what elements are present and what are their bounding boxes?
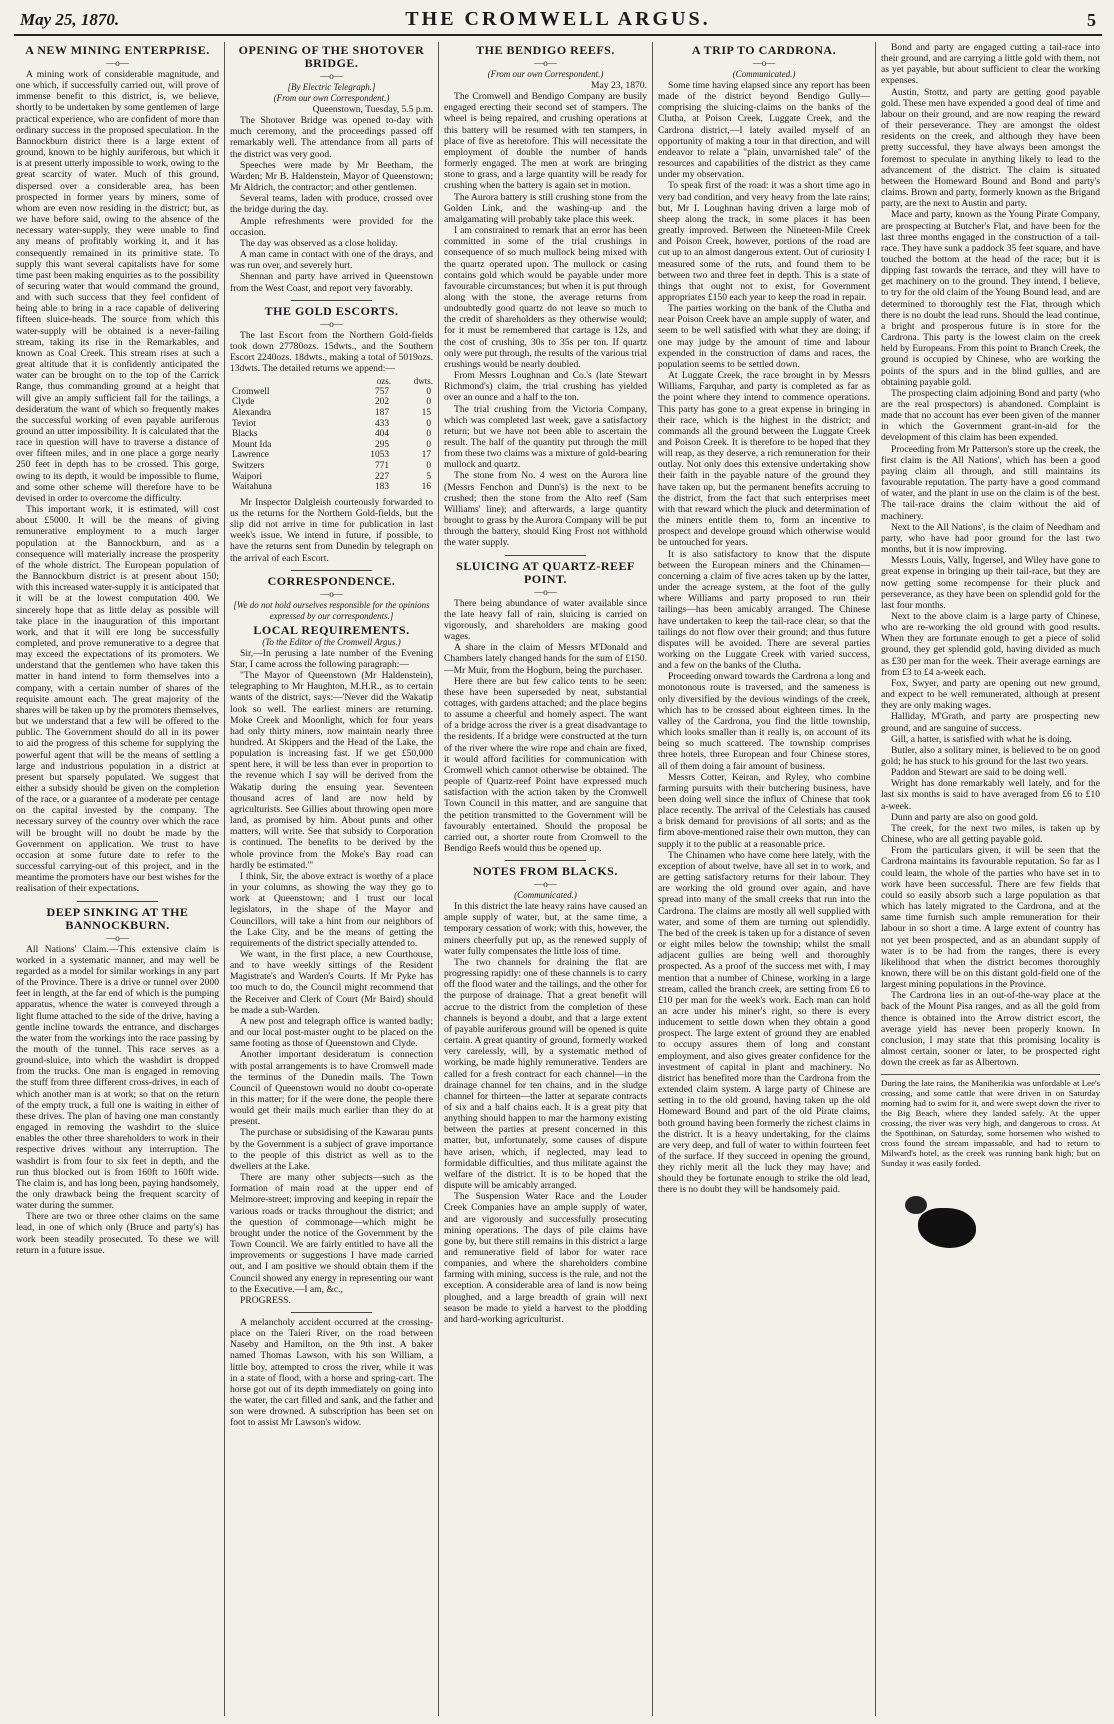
article-separator: [77, 901, 158, 902]
column-rule: [438, 42, 439, 1716]
table-cell: 187: [374, 408, 389, 419]
article-paragraph: The creek, for the next two miles, is taken up by Chinese, who are all getting payable gold.: [881, 822, 1100, 846]
article-paragraph: PROGRESS.: [240, 1294, 291, 1306]
table-row: [230, 440, 433, 451]
table-row: [230, 397, 433, 408]
column-4: [658, 42, 870, 1716]
article-paragraph: Bond and party are engaged cutting a tail-race into their ground, and are carrying a little gold with them, not as yet payable, but about sufficient to clear the working expenses.: [881, 42, 1100, 87]
heading-dash: —o—: [106, 58, 129, 68]
article-paragraph: The trial crushing from the Victoria Company, which was completed last week, gave a satisfactory return; but we have not been able to ascertain the result. The half of the quantity put through the mill from these two claims was a mixture of gold-bearing mullock and quartz.: [444, 403, 647, 471]
article-paragraph: To speak first of the road: it was a short time ago in very bad condition, and very heavy from the late rains; but, Mr I. Loughnan having driven a large mob of sheep along the track, in some places it has been greatly improved. Between the Nineteen-Mile Creek and Poison Creek, however, portions of the road are cut up to an almost dangerous extent. Out of curiosity I measured some of the ruts, and found them to be between two and three feet in depth. This is a state of things that ought not to exist, for Government appropriates £150 each year to keep the road in repair.: [658, 180, 870, 303]
article-paragraph: From the particulars given, it will be seen that the Cardrona maintains its favourable reputation. So far as I could learn, the whole of the parties who have set in to work have been successful. There are few fields that could so easily absorb such a large population as that which has lately migrated to the Cardrona, and at the same time furnish such ample remuneration for their labour in so short a time. A large extent of country has not yet been prospected, and as an abundant supply of water is to be had from the ranges, there is every likelihood that when the district becomes thoroughly known, there will be on this distant gold-field one of the largest mining populations in the Province.: [881, 845, 1100, 991]
heading-dash: —o—: [534, 586, 557, 597]
article-paragraph: Butler, also a solitary miner, is believed to be on good gold; he has stuck to his ground for the last two years.: [881, 744, 1100, 767]
article-paragraph: Paddon and Stewart are said to be doing well.: [891, 767, 1067, 779]
article-byline: (Communicated.): [514, 890, 577, 901]
table-cell: Teviot: [232, 418, 256, 429]
article-paragraph: Mace and party, known as the Young Pirate Company, are prospecting at Butcher's Flat, and have been for the last three months engaged in the construction of a tail-race. They have sunk a paddock 35 feet square, and have touched the bottom at the head of the race; but it is dipping fast towards the terrace, and they will have to get machinery on to the ground. They intend, I believe, to try for the old claim of the Young Bound lead, and are determined to thoroughly test the Flat, through which there is no doubt the lead runs. Should the lead continue, a bright and prosperous future is in store for the Cardrona. This party is the lowest claim on the creek held by Europeans. From this point to Branch Creek, the ground is occupied by Chinese, who are working the points of the spurs and in the blind gullies, and are obtaining payable gold.: [881, 209, 1100, 388]
article-heading: THE GOLD ESCORTS.: [264, 303, 399, 318]
table-row: [230, 461, 433, 472]
table-row: [230, 472, 433, 483]
column-rule: [224, 42, 225, 1716]
heading-dash: —o—: [752, 58, 776, 68]
escort-returns-table: [230, 376, 433, 493]
article-paragraph: I think, Sir, the above extract is worthy of a place in your columns, as showing the way they go to work at Queenstown; and I trust our local legislators, in the shape of the Mayor and Councillors, will take a hint from our neighbors of the Lake City, and be the means of getting the requirements of the district specially attended to.: [230, 870, 433, 949]
article-paragraph: The Shotover Bridge was opened to-day with much ceremony, and the proceedings passed off remarkably well. The attendance from all parts of the district was very good.: [230, 115, 433, 160]
article-byline: (Communicated.): [732, 69, 796, 79]
letter-addressee: (To the Editor of the Cromwell Argus.): [262, 636, 401, 647]
table-cell: 183: [374, 482, 389, 493]
article-paragraph: Next to the All Nations', is the claim of Needham and party, who have had poor ground for the last two months, but it is now improving.: [881, 521, 1100, 556]
article-heading: SLUICING AT QUARTZ-REEF POINT.: [456, 558, 635, 586]
table-row: [230, 429, 433, 440]
article-paragraph: The purchase or subsidising of the Kawarau punts by the Government is a subject of grave importance to the people of this district as well as to the dwellers at the Lake.: [230, 1127, 433, 1172]
article-paragraph: In this district the late heavy rains have caused an ample supply of water, but, at the same time, a temporary cessation of work; with this, however, the miners cheerfully put up, as the renewed supply of water fully compensates the little loss of time.: [444, 901, 647, 957]
heading-dash: —o—: [320, 588, 343, 599]
table-header-cell: ozs.: [376, 376, 391, 387]
article-paragraph: Several teams, laden with produce, crossed over the bridge during the day.: [230, 193, 433, 216]
correspondence-disclaimer: [We do not hold ourselves responsible for the opinions expressed by our correspondents.]: [233, 599, 430, 621]
article-paragraph: The last Escort from the Northern Gold-fields took down 27780ozs. 15dwts., and the Southern Escort 2240ozs. 18dwts., making a total of 5019ozs. 13dwts. The detailed returns we append:—: [230, 329, 433, 375]
table-cell: 771: [374, 461, 389, 472]
article-paragraph: Speeches were made by Mr Beetham, the Warden; Mr B. Haldenstein, Mayor of Queenstown; Mr Aldrich, the contractor; and other gentlemen.: [230, 159, 433, 194]
table-row: [230, 419, 433, 430]
article-separator: [291, 570, 372, 571]
table-cell: Lawrence: [232, 450, 269, 461]
article-separator: [505, 555, 586, 556]
column-3: [444, 42, 647, 1716]
table-cell: 15: [421, 408, 431, 419]
newspaper-page: [14, 8, 1102, 1716]
table-cell: 0: [426, 429, 431, 440]
heading-dash: —o—: [534, 879, 557, 890]
ink-blot: [905, 1196, 927, 1214]
column-rule: [875, 42, 876, 1716]
article-separator: [291, 1312, 372, 1313]
table-header-cell: dwts.: [413, 376, 433, 387]
article-separator: [291, 300, 372, 301]
article-paragraph: Mr Inspector Dalgleish courteously forwarded to us the returns for the Northern Gold-fields, but the slip did not arrive in time for publication in last week's issue. We intend in future, if possible, to have the returns sent from Dunedin by telegraph on the arrival of each Escort.: [230, 496, 433, 564]
table-cell: 0: [426, 461, 431, 472]
table-cell: 757: [374, 386, 389, 397]
article-paragraph: A share in the claim of Messrs M'Donald and Chambers lately changed hands for the sum of £150.—Mr Muir, from the Hogburn, being the purchaser.: [444, 642, 647, 676]
article-paragraph: Austin, Stottz, and party are getting good payable gold. These men have expended a good deal of time and labour on their ground, and are now reaping the reward of their perseverance. They are amongst the oldest residents on the creek, and although they have been pretty successful, they have always been amongst the foremost to speculate in anything likely to lead to the advancement of the district. The claim is situated between the Homeward Bound and Bond and party's claims. Brown and party, formerly known as the Brigand party, are the next to Austin and party.: [881, 86, 1100, 210]
table-row: [230, 450, 433, 461]
article-paragraph: Halliday, M'Grath, and party are prospecting new ground, and are sanguine of success.: [881, 711, 1100, 734]
article-paragraph: Ample refreshments were provided for the occasion.: [230, 215, 433, 238]
column-1: [16, 42, 219, 1716]
article-paragraph: A melancholy accident occurred at the crossing-place on the Taieri River, on the road between Naseby and Hamilton, on the 9th inst. A baker named Thomas Lawson, with his son William, a little boy, attempted to cross the river, while it was in a state of flood, with a horse and spring-cart. The horse got out of its depth immediately on going into the water, the cart filled and sank, and the father and son were drowned. A subscription has been set on foot to assist Mr Lawson's widow.: [230, 1316, 433, 1429]
article-heading: CORRESPONDENCE.: [267, 573, 396, 588]
table-cell: 0: [426, 397, 431, 408]
article-heading: A TRIP TO CARDRONA.: [691, 43, 837, 57]
article-paragraph: There being abundance of water available since the late heavy fall of rain, sluicing is carried on vigorously, and shareholders are making good wages.: [444, 597, 647, 643]
table-cell: Waipori: [232, 471, 262, 482]
article-paragraph: Proceeding onward towards the Cardrona a long and monotonous route is traversed, and the sameness is only diversified by the devious windings of the creek, which has to be crossed about eighteen times. In the valley of the Cardrona, you find the little township, which looks smaller than it really is, on account of its being so much scattered. The township comprises three hotels, three European and four Chinese stores, all of them doing a fair amount of business.: [658, 671, 870, 772]
article-heading: OPENING OF THE SHOTOVER BRIDGE.: [238, 43, 425, 70]
footnote-paragraph: During the late rains, the Maniherikia was unfordable at Lee's crossing, and some cattle that were driven in on Saturday morning had to swim for it, and were swept down the river to the Big Beach, where they landed safely. At the upper crossing, the river was very high, and dangerous to cross. At the Spotthinan, on Saturday, some horsemen who wished to cross found the stream impassable, and had to return to Milward's hotel, as the creek was running bank high; but on Sunday it was easily forded.: [881, 1074, 1100, 1168]
table-header-cell: [230, 376, 349, 387]
table-cell: Waitahuna: [232, 482, 272, 493]
article-paragraph: The parties working on the bank of the Clutha and near Poison Creek have an ample supply of water, and seem to be well satisfied with what they are doing; if one may judge by the amount of time and labour expended in the construction of dams and races, the population seems to be settled down.: [658, 303, 870, 370]
article-paragraph: Messrs Cotter, Keiran, and Ryley, who combine farming pursuits with their butchering business, have been doing well since the influx of Chinese that took place recently. The arrival of the Celestials has caused a brisk demand for provisions of all sorts; and as the firm above-mentioned raise their own mutton, they can supply it to the public at a reasonable price.: [658, 771, 870, 850]
table-header-row: [230, 376, 433, 387]
table-cell: 433: [374, 418, 389, 429]
article-paragraph: I am constrained to remark that an error has been committed in some of the trial crushings in consequence of so much mullock being mixed with the quartz operated upon. The mullock or casing contains gold which would be payable under more favourable circumstances; but when it is put through along with the stone, the average returns from undoubtedly good quartz do not leave so much to the credit of shareholders as they otherwise would; for it must be remembered that cartage is 12s, and the cost of crushing, 30s to 35s per ton. If quartz only were put through, the results of the various trial crushings would be nearly doubled.: [444, 225, 647, 370]
paper-title: THE CROMWELL ARGUS.: [405, 8, 711, 30]
article-byline: (From our own Correspondent.): [273, 93, 390, 103]
table-row: [230, 482, 433, 493]
article-paragraph: Shennan and party have arrived in Queenstown from the West Coast, and report very favorably.: [230, 271, 433, 294]
table-cell: Alexandra: [232, 408, 272, 419]
issue-date: May 25, 1870.: [20, 10, 120, 29]
article-dateline: May 23, 1870.: [591, 80, 647, 91]
column-2: [230, 42, 433, 1716]
article-heading: NOTES FROM BLACKS.: [473, 864, 618, 879]
article-paragraph: Proceeding from Mr Patterson's store up the creek, the first claim is the All Nations', which has been a good paying claim all through, and still maintains its favourable reputation. The party have a good command of water, and the plant in use on the claim is of the best. The tail-race drains the claim without the aid of machinery.: [881, 443, 1100, 522]
article-paragraph: Messrs Louis, Vally, Ingersel, and Wiley have gone to great expense in bringing up their tail-race, but they are now getting some recompense for their pluck and perseverance, as they have been on splendid gold for the last four months.: [881, 555, 1100, 611]
table-cell: 0: [426, 386, 431, 397]
article-paragraph: Next to the above claim is a large party of Chinese, who are re-working the old ground with good results. When they are fortunate enough to get a piece of solid ground, they get splendid gold, having divided as much as £30 per man for the week. Their average earnings are from £3 to £4 a-week each.: [881, 610, 1100, 678]
article-heading: THE BENDIGO REEFS.: [476, 43, 615, 57]
masthead: [14, 8, 1102, 36]
heading-dash: —o—: [320, 318, 343, 329]
table-cell: 404: [374, 429, 389, 440]
table-row: [230, 408, 433, 419]
columns: [14, 42, 1102, 1716]
article-paragraph: Sir,—In perusing a late number of the Evening Star, I came across the following paragraph:—: [230, 647, 433, 670]
page-number: 5: [1087, 10, 1096, 30]
article-paragraph: The prospecting claim adjoining Bond and party (who are the real prospectors) is abandoned. Complaint is made that no account has ever been given of the manner in which the Government grant-in-aid for the development of this claim has been expended.: [881, 387, 1100, 444]
table-cell: 16: [421, 482, 431, 493]
article-paragraph: Dunn and party are also on good gold.: [891, 811, 1039, 823]
table-row: [230, 387, 433, 398]
article-paragraph: There are two or three other claims on the same lead, in one of which only (Bruce and party's) has work been steadily prosecuted. To these we will return in a future issue.: [16, 1211, 219, 1256]
article-paragraph: All Nations' Claim.—This extensive claim is worked in a systematic manner, and may well be regarded as a model for similar workings in any part of the Province. There is a drive or tunnel over 2000 feet in length, at the far end of which is the pumping apparatus, whence the water is conveyed through a light flume attached to the side of the drive, having a gentle incline towards the entrance, and discharges the water from the workings into the race passing by the mouth of the tunnel. This race serves as a ground-sluice, into which the washdirt is dropped from the trucks. One man is engaged in removing the stuff from three different cross-drives, in each of which another man is at work; so that on the return of the empty truck, a full one is waiting in either of these drives. The plan of having one man constantly engaged in removing the washdirt to the sluice enables the other three shareholders to work in their respective drives without any interruption. The washdirt is from four to six feet in depth, and the run thus blocked out is from 160ft to 160ft wide. The claim is, and has long been, paying handsomely, the only drawback being the frequent scarcity of water during the summer.: [16, 943, 219, 1212]
article-heading: A NEW MINING ENTERPRISE.: [25, 43, 210, 57]
heading-dash: —o—: [534, 58, 557, 68]
table-cell: 295: [374, 439, 389, 450]
table-cell: 227: [374, 471, 389, 482]
article-paragraph: Some time having elapsed since any report has been made of the district beyond Bendigo Gully—comprising the sluicing-claims on the banks of the Clutha, at Poison Creek, Luggate Creek, and the Cardrona district,—I lately availed myself of an opportunity of making a tour in that direction, and will endeavor to relate a "plain, unvarnished tale" of the resources and capabilities of the district as they came under my observation.: [658, 80, 870, 181]
article-paragraph: The Suspension Water Race and the Louder Creek Companies have an ample supply of water, and are vigorously and successfully prosecuting mining operations. The days of pile claims have gone by, but there still remains in this district a large and remunerative field of labor for water race companies, and where the shareholders combine farming with mining, success is the rule, and not the exception. A considerable area of land is now being ploughed, and a large breadth of grain will next season be made to yield a harvest to the plodding and hard-working agriculturist.: [444, 1191, 647, 1325]
article-paragraph: From Messrs Loughnan and Co.'s (late Stewart Richmond's) claim, the trial crushing has yielded over an ounce and a half to the ton.: [444, 370, 647, 404]
article-paragraph: The Aurora battery is still crushing stone from the Golden Link, and the washing-up and the amalgamating will probably take place this week.: [444, 191, 647, 225]
article-paragraph: Fox, Swyer, and party are opening out new ground, and expect to be well remunerated, although at present they are only making wages.: [881, 677, 1100, 712]
article-paragraph: The stone from No. 4 west on the Aurora line (Messrs Fenchon and Dunn's) is the next to be crushed; then the stone from the Alto reef (Sam Williams' line); and afterwards, a large quantity brought to grass by the Aurora Company will be put through the battery, should King Frost not withhold the water supply.: [444, 470, 647, 549]
table-cell: 17: [421, 450, 431, 461]
article-paragraph: A man came in contact with one of the drays, and was run over, and severely hurt.: [230, 249, 433, 272]
article-paragraph: The Cromwell and Bendigo Company are busily engaged erecting their second set of stampers. The wheel is being repaired, and crushing operations at this battery will be resumed with ten stampers, in place of five as heretofore. This will necessitate the employment of double the number of hands formerly engaged. The men at work are bringing stone to grass, and a large quantity will be ready for crushing when the battery is again set in motion.: [444, 91, 647, 192]
article-separator: [505, 860, 586, 861]
heading-dash: —o—: [106, 932, 129, 943]
table-cell: 202: [374, 397, 389, 408]
article-paragraph: Another important desideratum is connection with postal arrangements is to have Cromwell made the terminus of the Dunedin mails. The Town Council of Queenstown would no doubt co-operate in this matter; for if the were done, the people there would get their mails much earlier than they do at present.: [230, 1049, 433, 1128]
article-paragraph: A new post and telegraph office is wanted badly; and our local post-master ought to be placed on the same footing as those of Queenstown and Clyde.: [230, 1015, 433, 1050]
article-paragraph: The Cardrona lies in an out-of-the-way place at the back of the Mount Pisa ranges, and as all the gold from thence is obtained into the Arrow district escort, the average yield has never been properly known. In conclusion, I may state that this promising locality is almost certain, sooner or later, to be prospected right down the creek as far as Albertown.: [881, 990, 1100, 1069]
column-rule: [652, 42, 653, 1716]
letter-title: LOCAL REQUIREMENTS.: [253, 622, 410, 637]
article-paragraph: A mining work of considerable magnitude, and one which, if successfully carried out, will prove of immense benefit to this district, is, we believe, shortly to be undertaken by some gentlemen of large practical experience, who are confident of more than ordinary success in the proposed speculation. In the Bannockburn district there is a large extent of ground, known to be highly auriferous, but which it is at present utterly impossible to work, owing to the great scarcity of water. Much of this ground, dispersed over a considerable area, has been prospected in former years by miners, some of whom are even now residing in the district; but, as we have before said, owing to the absence of the necessary water-supply, they were unable to find any means of profitably working it, and it has consequently remained in its primitive state. To supply this want several capitalists have for some time past been making enquiries as to the possibility of securing water that would command the ground, and with such success that they feel confident of being able to bring in a race capable of delivering fifteen sluice-heads. The source from which this water-supply will be obtained is a never-failing stream, taking its rise in the Remarkables, and known as Coal Creek. This stream rises at such a great altitude that it is confidently anticipated the water can be brought on to the top of the Carrick Range, thus commanding ground at a height that will give an amply sufficient fall for the tailings, a desideratum the want of which so frequently makes the successful working of even payable auriferous ground an utter impossibility. It is calculated that the race in question will have to traverse a distance of over fifteen miles, and in one place a gorge nearly 250 feet in depth has to be crossed. This gorge, owing to its depth, it would be impossible to flume, and some other scheme will therefore have to be devised in order to overcome the difficulty.: [16, 69, 219, 504]
article-paragraph: The Chinamen who have come here lately, with the exception of about twelve, have all set in to work, and are getting satisfactory returns for their labour. They are working the old ground over again, and have spread into many of the small creeks that run into the Cardrona. The claims are mostly all well supplied with water, and some of them are turning out splendidly. The bed of the creek is taken up for a distance of seven or eight miles below the township; whilst the small adjacent gullies are being well and thoroughly prospected. As a proof of the success met with, I may mention that a number of Chinese, working in a large stream, called the branch creek, are setting from £6 to £10 per man for the week's work. Each man can hold an acre under his miner's right, so there is every inducement to settle down when they obtain a good prospect. The large extent of ground they are enabled to occupy assures them of long and constant employment, and also gives greater confidence for the investment of capital in plant and machinery. No district has benefited more than the Cardrona from the extended claim system. A large party of Chinese are setting in to the old ground, having taken up the old Homeward Bound and part of the old Pirate claims, both ground having been formerly the richest claims in the district. It is a heavy undertaking, for the claims are very deep, and full of water to within fourteen feet of the surface. If they succeed in opening the ground, they richly merit all the luck they may have; and should they be fortunate enough to strike the old lead, there is no doubt they will be handsomely paid.: [658, 849, 870, 1196]
table-cell: 0: [426, 418, 431, 429]
table-cell: Blacks: [232, 429, 258, 440]
article-subhead: [By Electric Telegraph.]: [287, 82, 376, 92]
article-paragraph: "The Mayor of Queenstown (Mr Haldenstein), telegraphing to Mr Haughton, M.H.R., as to certain wants of the district, says:—'Never did the Wakatip look so well. The earliest miners are returning. Moke Creek and Moonlight, which for four years had only thirty miners, now maintain nearly three hundred. At Skippers and the Head of the Lake, the population is increasing fast. If we get £50,000 spent here, it will be less than ever in proportion to the revenue which I say will be derived from the Wakatip during the ensuing year. Seventeen thousand acres of land are now held by agriculturists. See Gillies about throwing open more land, as promised by him. About punts and other matters, will write. See that subsidy to Corporation is continued. The benefits to be derived by the whole province from the Moke's Bay road can hardly be estimated.'": [230, 670, 433, 871]
article-paragraph: Gill, a hatter, is satisfied with what he is doing.: [891, 733, 1072, 745]
table-cell: 1053: [370, 450, 389, 461]
article-paragraph: It is also satisfactory to know that the dispute between the European miners and the Chinamen—concerning a claim of five acres taken up by the latter, under the acreage system, at the foot of the gully where Williams and party proposed to run their tailings—has been amicably arranged. The Chinese have undertaken to keep the tail-race clear, so that the tailings do not flow over their ground; and thus future disputes will be avoided. There are several parties working on the Luggate Creek with varied success, and a few on the banks of the Clutha.: [658, 548, 870, 672]
article-paragraph: At Luggate Creek, the race brought in by Messrs Williams, Farquhar, and party is completed as far as the point where they intend to commence operations. This party has gone to a great expense in bringing in their race, which is the highest in the district; and commands all the ground between the Luggate Creek and Poison Creek. It is therefore to be hoped that they will reap, as they deserve, a rich remuneration for their outlay. Not only does this extensive undertaking show their faith in the payable nature of the ground they have taken up, but the permanent benefits accruing to the district, from the fact that such enterprises meet with that reward which the pluck and determination of the miners entitle them to, form an incentive to prospect and develope ground which otherwise would be untouched for years.: [658, 370, 870, 549]
article-paragraph: Wright has done remarkably well lately, and for the last six months is said to have averaged from £6 to £10 a-week.: [881, 778, 1100, 812]
table-cell: Switzers: [232, 461, 265, 472]
article-paragraph: We want, in the first place, a new Courthouse, and to have weekly sittings of the Resident Magistrate's and Warden's Courts. If Mr Pyke has too much to do, the Council might recommend that the Receiver and Clerk of Court (Mr Baird) should be made a sub-Warden.: [230, 948, 433, 1016]
article-paragraph: The two channels for draining the flat are progressing rapidly: one of these channels is to carry off the flood water and the tailings, and the other for the purpose of drainage. That a great benefit will accrue to the district from the completion of these channels is beyond a doubt, and that a large extent of payable auriferous ground will be opened is quite certain. A great quantity of ground, formerly worked very carelessly, will, by a systematic method of working, be made highly remunerative. Tenders are called for a fresh contract for each channel—in the drainage channel for ten chains, and in the sludge channel for thirteen—the latter at separate contracts of six and a half chains each. It is a great pity that anything should happen to mar the harmony existing between the parties at present concerned in this matter, but, unfortunately, some causes of dispute have arisen, which, if neglected, may lead to formidable difficulties, and thus militate against the welfare of the district. It is to be hoped that the dispute will be amicably arranged.: [444, 956, 647, 1192]
table-cell: 0: [426, 439, 431, 450]
article-paragraph: Here there are but few calico tents to be seen: these have been superseded by neat, substantial cottages, with gardens attached; and the place begins to assume a cheerful and homely aspect. The want of a bridge across the river is a great disadvantage to the residents. If a bridge were constructed at the turn of the river where the wire rope and chain are fixed, it would afford facilities for communication with Cromwell which cannot otherwise be obtained. The people of Quartz-reef Point have expressed much satisfaction with the action taken by the Cromwell Town Council in this matter, and are sanguine that the petition transmitted to the Government will be favourably entertained. Should the proposal be carried out, a shorter route from Cromwell to the Bendigo Reefs would thus be opened up.: [444, 675, 647, 854]
table-cell: Mount Ida: [232, 439, 272, 450]
article-paragraph: There are many other subjects—such as the formation of main road at the upper end of Melmore-street; improving and keeping in repair the various roads or tracks throughout the district; and the question of commonage—which might be brought under the notice of the Government by the Town Council. We are fairly entitled to have all the improvements or suggestions I have made carried out, and I am positive we should obtain them if the Council showed any energy in representing our want to the Executive.—I am, &c.,: [230, 1172, 433, 1295]
table-cell: Clyde: [232, 397, 255, 408]
table-cell: 5: [426, 471, 431, 482]
article-paragraph: The day was observed as a close holiday.: [240, 237, 398, 249]
article-dateline: Queenstown, Tuesday, 5.5 p.m.: [312, 104, 433, 115]
article-paragraph: This important work, it is estimated, will cost about £5000. It will be the means of giving remunerative employment to a much larger population at the Bannockburn, and as a consequence will materially increase the prosperity of the whole district. The European population of the Bannockburn district is at present about 150; with this increased water-supply it is anticipated that it will be at the lowest computation 400. We sincerely hope that as little delay as possible will take place in the inauguration of this important work, and that it will ere long be successfully completed, and prove remunerative to a degree that may exceed the expectations of its promoters. We understand that the gentlemen who have taken this matter in hand intend to form themselves into a company, with a certain number of shares of the requisite amount each. The great majority of the shares will be taken up by the promoters themselves, but we understand that a few will be offered to the public. The Government should do all in its power to aid the progress of this scheme for supplying the powerful agent that will be the means of settling a large and industrious population in a district at present but sparsely populated. We suggest that either a subsidy should be given on the completion of the race, or a guarantee of a moderate per centage on the capital invested by the company. The necessary survey of the country over which the race will be brought will no doubt be made by the Government on application. We trust to have occasion at some future date to refer to the successful carrying-out of this project, and in the meantime the promoters have our best wishes for the realisation of their expectations.: [16, 504, 219, 895]
heading-dash: —o—: [320, 71, 343, 81]
table-cell: Cromwell: [232, 386, 270, 397]
article-heading: DEEP SINKING AT THE BANNOCKBURN.: [46, 904, 189, 932]
column-5: [881, 42, 1100, 1716]
article-byline: (From our own Correspondent.): [487, 69, 604, 79]
